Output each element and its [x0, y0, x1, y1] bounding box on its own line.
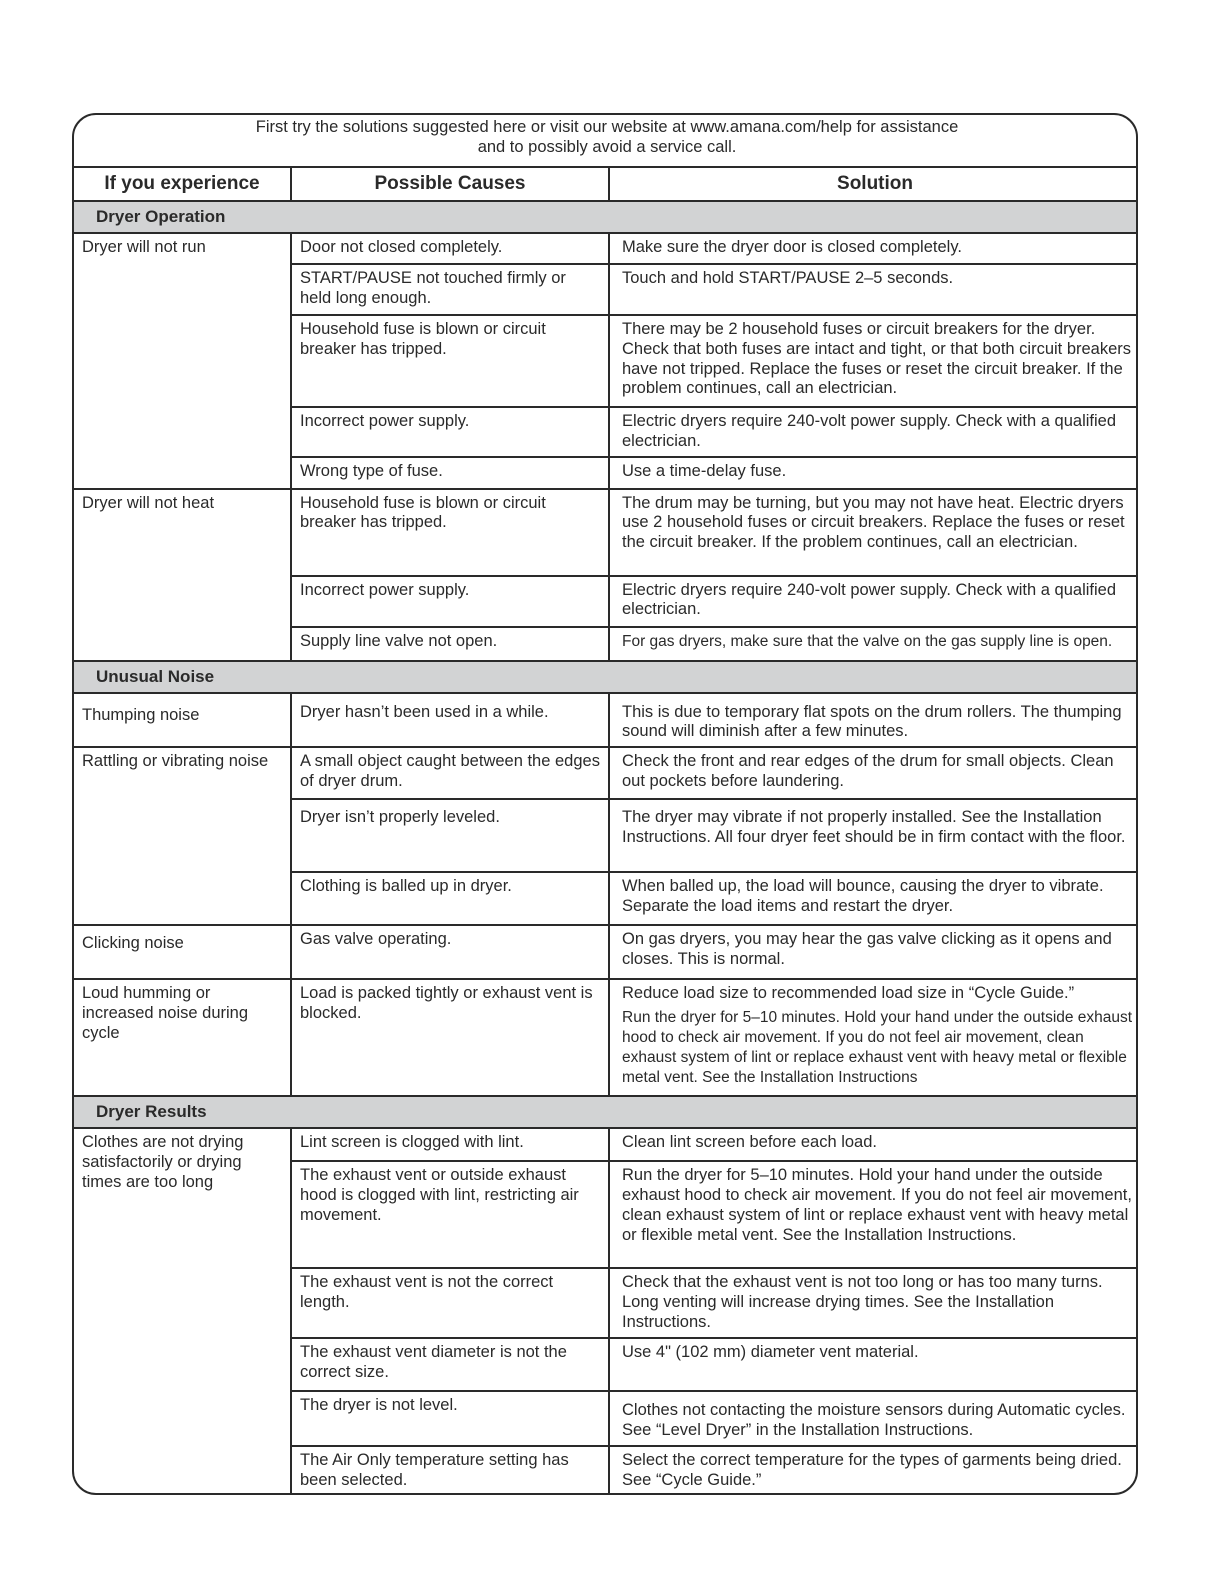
table-row	[74, 925, 1138, 979]
cause-cell: The Air Only temperature setting has been selected.	[291, 1446, 609, 1495]
cause-cell: The exhaust vent or outside exhaust hood is clogged with lint, restricting air movement.	[291, 1161, 609, 1268]
troubleshooting-table	[74, 115, 1138, 1495]
cause-cell: The exhaust vent diameter is not the correct size.	[291, 1338, 609, 1391]
table-row	[74, 233, 1138, 264]
intro-line-2: and to possibly avoid a service call.	[477, 138, 737, 156]
intro-row	[74, 115, 1138, 167]
symptom-cell: Dryer will not run	[74, 233, 291, 489]
symptom-cell: Dryer will not heat	[74, 489, 291, 661]
header-row	[74, 167, 1138, 201]
symptom-cell: Loud humming or increased noise during cycle	[74, 979, 291, 1096]
cause-cell: Lint screen is clogged with lint.	[291, 1128, 609, 1161]
header-causes: Possible Causes	[291, 167, 609, 201]
table-row	[74, 1128, 1138, 1161]
section-row	[74, 1096, 1138, 1128]
solution-cell: Clean lint screen before each load.	[609, 1128, 1138, 1161]
solution-cell: Check that the exhaust vent is not too long or has too many turns. Long venting will increase drying times. See the Installation Instructions.	[609, 1268, 1138, 1338]
cause-cell: Supply line valve not open.	[291, 627, 609, 661]
symptom-cell: Clothes are not drying satisfactorily or drying times are too long	[74, 1128, 291, 1495]
solution-cell: Check the front and rear edges of the drum for small objects. Clean out pockets before laundering.	[609, 747, 1138, 799]
intro-text	[74, 115, 1138, 167]
solution-text: Run the dryer for 5–10 minutes. Hold your hand under the outside exhaust hood to check air movement. If you do not feel air movement, clean exhaust system of lint or replace exhaust vent with heavy metal or flexible metal vent. See the Installation Instructions	[622, 1008, 1133, 1086]
solution-cell: The dryer may vibrate if not properly installed. See the Installation Instructions. All four dryer feet should be in firm contact with the floor.	[609, 799, 1138, 872]
table-row	[74, 747, 1138, 799]
cause-cell: The exhaust vent is not the correct length.	[291, 1268, 609, 1338]
section-row	[74, 661, 1138, 693]
section-row	[74, 201, 1138, 233]
section-title-results: Dryer Results	[74, 1096, 1138, 1128]
solution-cell: When balled up, the load will bounce, causing the dryer to vibrate. Separate the load items and restart the dryer.	[609, 872, 1138, 925]
solution-cell: For gas dryers, make sure that the valve on the gas supply line is open.	[609, 627, 1138, 661]
solution-cell: Run the dryer for 5–10 minutes. Hold your hand under the outside exhaust hood to check air movement. If you do not feel air movement, clean exhaust system of lint or replace exhaust vent with heavy metal or flexible metal vent. See the Installation Instructions.	[609, 1161, 1138, 1268]
section-title-noise: Unusual Noise	[74, 661, 1138, 693]
symptom-cell: Thumping noise	[74, 693, 291, 748]
cause-cell: Load is packed tightly or exhaust vent is blocked.	[291, 979, 609, 1096]
intro-line-1: First try the solutions suggested here or visit our website at www.amana.com/help for assistance	[255, 118, 959, 136]
cause-cell: The dryer is not level.	[291, 1391, 609, 1446]
cause-cell: Dryer hasn’t been used in a while.	[291, 693, 609, 748]
solution-cell: This is due to temporary flat spots on the drum rollers. The thumping sound will diminish after a few minutes.	[609, 693, 1138, 748]
table-row	[74, 489, 1138, 576]
solution-cell: On gas dryers, you may hear the gas valve clicking as it opens and closes. This is normal.	[609, 925, 1138, 979]
cause-cell: Gas valve operating.	[291, 925, 609, 979]
section-title-operation: Dryer Operation	[74, 201, 1138, 233]
cause-cell: Household fuse is blown or circuit breaker has tripped.	[291, 489, 609, 576]
solution-cell: Electric dryers require 240-volt power supply. Check with a qualified electrician.	[609, 407, 1138, 457]
cause-cell: Incorrect power supply.	[291, 407, 609, 457]
cause-cell: Household fuse is blown or circuit breaker has tripped.	[291, 315, 609, 407]
cause-cell: A small object caught between the edges of dryer drum.	[291, 747, 609, 799]
symptom-cell: Clicking noise	[74, 925, 291, 979]
solution-cell: There may be 2 household fuses or circuit breakers for the dryer. Check that both fuses are intact and tight, or that both circuit breakers have not tripped. Replace the fuses or reset the circuit breaker. If the problem continues, call an electrician.	[609, 315, 1138, 407]
solution-cell	[609, 979, 1138, 1096]
solution-text: Reduce load size to recommended load size in “Cycle Guide.”	[622, 984, 1075, 1003]
solution-cell: Touch and hold START/PAUSE 2–5 seconds.	[609, 264, 1138, 315]
cause-cell: Dryer isn’t properly leveled.	[291, 799, 609, 872]
solution-cell: Clothes not contacting the moisture sensors during Automatic cycles. See “Level Dryer” in the Installation Instructions.	[609, 1391, 1138, 1446]
solution-cell: Use a time-delay fuse.	[609, 457, 1138, 489]
table-row	[74, 693, 1138, 748]
table-row	[74, 979, 1138, 1096]
cause-cell: Door not closed completely.	[291, 233, 609, 264]
cause-cell: Wrong type of fuse.	[291, 457, 609, 489]
cause-cell: Clothing is balled up in dryer.	[291, 872, 609, 925]
troubleshooting-table-frame	[72, 113, 1138, 1495]
solution-cell: Electric dryers require 240-volt power supply. Check with a qualified electrician.	[609, 576, 1138, 627]
header-experience: If you experience	[74, 167, 291, 201]
symptom-cell: Rattling or vibrating noise	[74, 747, 291, 925]
solution-cell: Use 4" (102 mm) diameter vent material.	[609, 1338, 1138, 1391]
solution-cell: The drum may be turning, but you may not have heat. Electric dryers use 2 household fuses or circuit breakers. Replace the fuses or reset the circuit breaker. If the problem continues, call an electrician.	[609, 489, 1138, 576]
cause-cell: Incorrect power supply.	[291, 576, 609, 627]
solution-cell: Make sure the dryer door is closed completely.	[609, 233, 1138, 264]
solution-cell: Select the correct temperature for the types of garments being dried. See “Cycle Guide.”	[609, 1446, 1138, 1495]
cause-cell: START/PAUSE not touched firmly or held long enough.	[291, 264, 609, 315]
header-solution: Solution	[609, 167, 1138, 201]
